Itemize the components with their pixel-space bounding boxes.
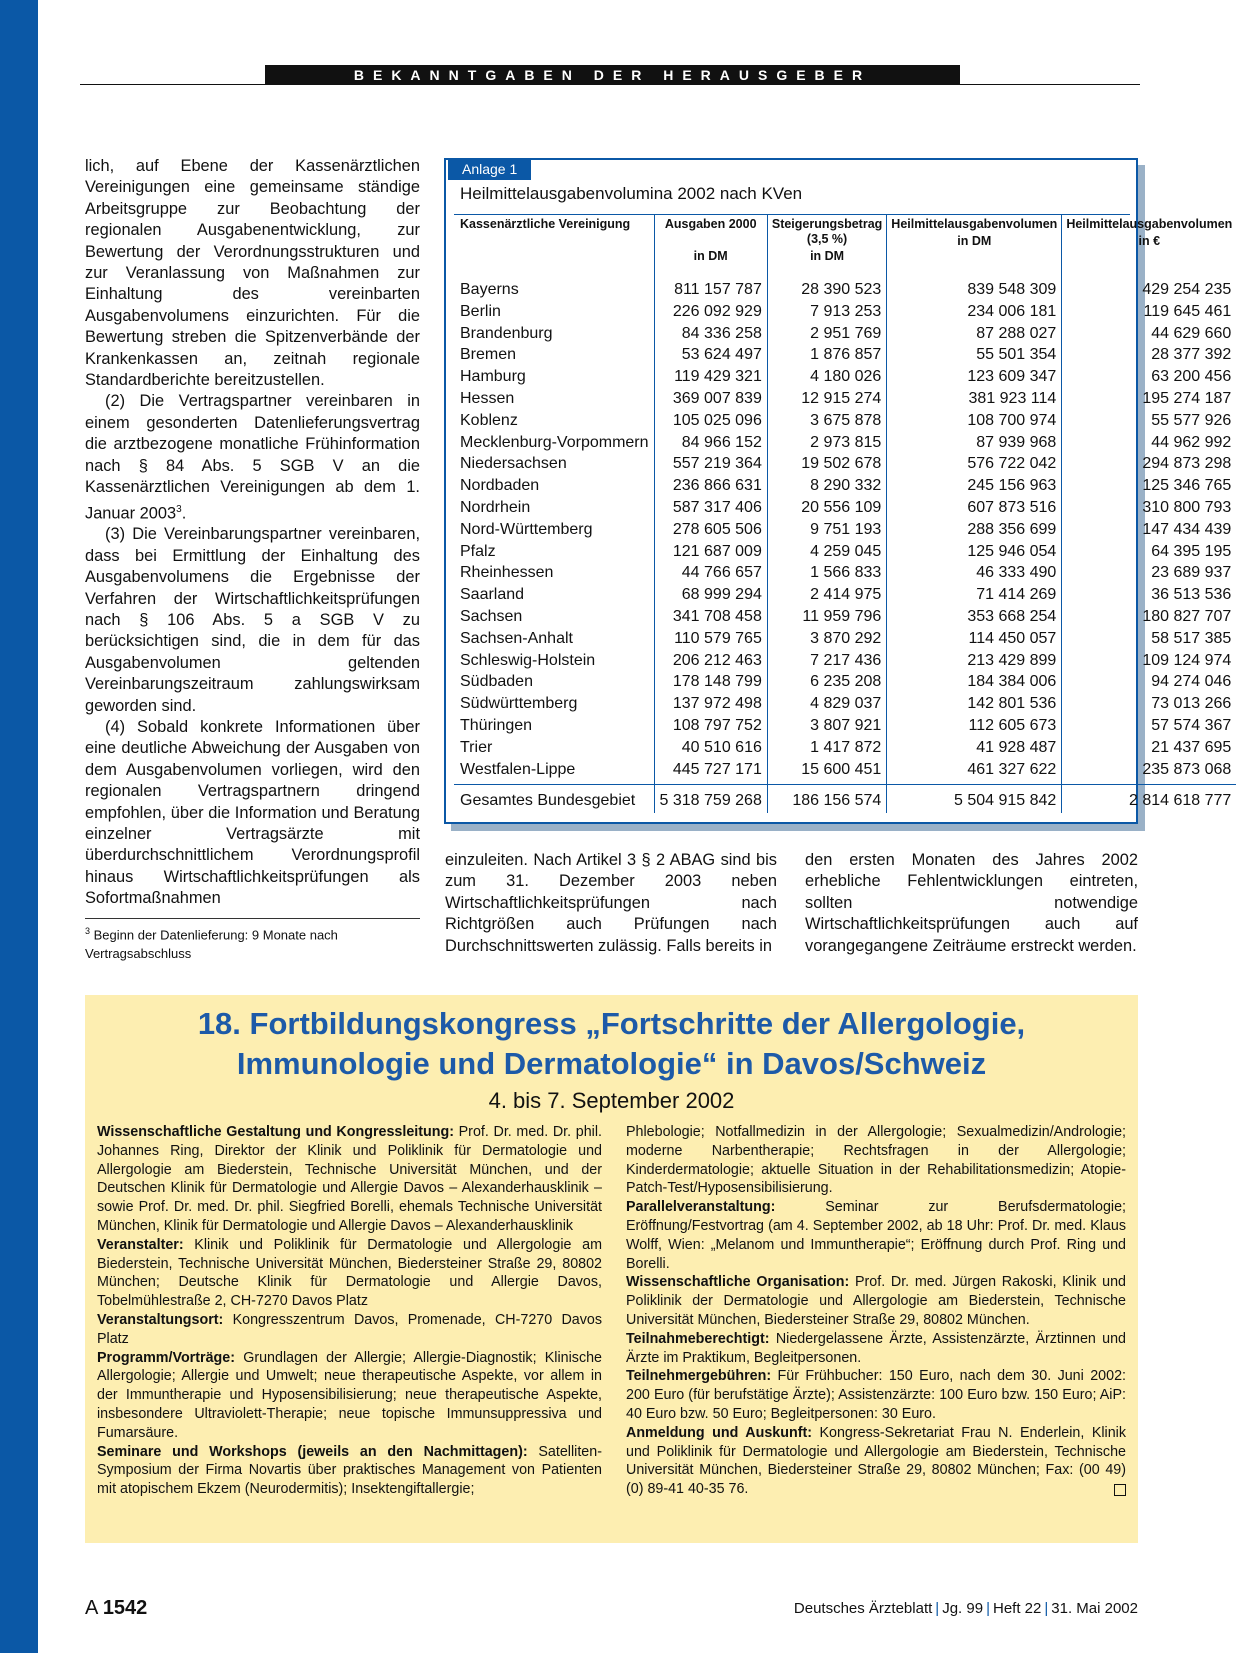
value-cell: 84 336 258 xyxy=(654,323,767,345)
table-row xyxy=(454,715,1236,737)
value-cell: 28 390 523 xyxy=(767,277,886,301)
kv-name-cell: Trier xyxy=(460,738,493,756)
value-cell: 53 624 497 xyxy=(654,344,767,366)
table-row xyxy=(454,671,1236,693)
kv-name-cell: Hessen xyxy=(460,389,515,407)
value-cell: 94 274 046 xyxy=(1062,671,1236,693)
paragraph-4: (4) Sobald konkrete Informationen über eine deutliche Abweichung der Ausgaben von dem Ausgabenvolumen vorliegen, wird den regionalen Vertragspartnern dringend empfohlen, über die Information und Beratung einzelner Vertragsärzte mit überdurchschnittlichem Verordnungsprofil hinaus Wirtschaftlichkeitsprüfungen als Sofortmaßnahmen xyxy=(85,718,420,908)
value-cell: 213 429 899 xyxy=(887,650,1062,672)
value-cell: 4 829 037 xyxy=(767,693,886,715)
value-cell: 55 577 926 xyxy=(1062,410,1236,432)
value-cell: 108 797 752 xyxy=(654,715,767,737)
value-cell: 119 429 321 xyxy=(654,366,767,388)
table-header-row xyxy=(454,215,1236,277)
value-cell: 234 006 181 xyxy=(887,301,1062,323)
value-cell: 369 007 839 xyxy=(654,388,767,410)
table-row xyxy=(454,584,1236,606)
right-text-column: den ersten Monaten des Jahres 2002 erhebliche Fehlentwicklungen eintreten, sollten notwendige Wirtschaftlichkeitsprüfungen auch auf vorangegangene Zeiträume erstreckt werden. xyxy=(805,851,1138,955)
table-row xyxy=(454,628,1236,650)
value-cell: 119 645 461 xyxy=(1062,301,1236,323)
kongress-item: Programm/Vorträge: Grundlagen der Allergie; Allergie-Diagnostik; Klinische Allergologie; Allergie und Umwelt; neue therapeutische Aspekte, vor allem in der Immuntherapie und Hyposensibilisierung; neue therapeutische Aspekte, insbesondere Ultraviolett-Therapie; neue topische Immunsuppressiva und Fumarsäure. xyxy=(97,1349,602,1441)
value-cell: 87 939 968 xyxy=(887,432,1062,454)
kv-name-cell: Thüringen xyxy=(460,716,533,734)
value-cell: 68 999 294 xyxy=(654,584,767,606)
value-cell: 381 923 114 xyxy=(887,388,1062,410)
value-cell: 58 517 385 xyxy=(1062,628,1236,650)
value-cell: 607 873 516 xyxy=(887,497,1062,519)
value-cell: 84 966 152 xyxy=(654,432,767,454)
table-row xyxy=(454,497,1236,519)
value-cell: 461 327 622 xyxy=(887,759,1062,785)
kv-name-cell: Südwürttemberg xyxy=(460,695,578,713)
value-cell: 245 156 963 xyxy=(887,475,1062,497)
value-cell: 121 687 009 xyxy=(654,541,767,563)
kongress-item: Teilnehmergebühren: Für Frühbucher: 150 Euro, nach dem 30. Juni 2002: 200 Euro (für berufstätige Ärzte); Assistenzärzte: 100 Euro bzw. 150 Euro; AiP: 40 Euro bzw. 50 Euro; Begleitpersonen: 30 Euro. xyxy=(626,1368,1126,1422)
paragraph-3: (3) Die Vereinbarungspartner vereinbaren, dass bei Ermittlung der Einhaltung des Ausgabenvolumens die Ergebnisse der Verfahren der Wirtschaftlichkeitsprüfungen nach § 106 Abs. 5 a SGB V zu berücksichtigen sind, die in dem für das Ausgabenvolumen geltenden Vereinbarungszeitraum zahlungswirksam geworden sind. xyxy=(85,525,420,715)
kv-name-cell: Koblenz xyxy=(460,411,518,429)
total-value: 2 814 618 777 xyxy=(1062,785,1236,814)
value-cell: 1 566 833 xyxy=(767,562,886,584)
table-row xyxy=(454,366,1236,388)
value-cell: 206 212 463 xyxy=(654,650,767,672)
value-cell: 310 800 793 xyxy=(1062,497,1236,519)
value-cell: 44 629 660 xyxy=(1062,323,1236,345)
value-cell: 184 384 006 xyxy=(887,671,1062,693)
value-cell: 36 513 536 xyxy=(1062,584,1236,606)
value-cell: 44 766 657 xyxy=(654,562,767,584)
value-cell: 811 157 787 xyxy=(654,277,767,301)
value-cell: 41 928 487 xyxy=(887,737,1062,759)
value-cell: 112 605 673 xyxy=(887,715,1062,737)
table-row xyxy=(454,562,1236,584)
table-row xyxy=(454,650,1236,672)
kv-name-cell: Sachsen-Anhalt xyxy=(460,629,573,647)
kv-name-cell: Brandenburg xyxy=(460,324,553,342)
column-header: Steigerungsbetrag (3,5 %) in DM xyxy=(767,215,886,277)
table-row xyxy=(454,541,1236,563)
table-row xyxy=(454,475,1236,497)
kongress-title: 18. Fortbildungskongress „Fortschritte der Allergologie, Immunologie und Dermatologie“ in Davos/Schweiz xyxy=(197,1006,1026,1081)
kv-name-cell: Pfalz xyxy=(460,542,496,560)
value-cell: 57 574 367 xyxy=(1062,715,1236,737)
value-cell: 2 414 975 xyxy=(767,584,886,606)
value-cell: 178 148 799 xyxy=(654,671,767,693)
table-row xyxy=(454,388,1236,410)
kongress-item: Anmeldung und Auskunft: Kongress-Sekretariat Frau N. Enderlein, Klinik und Poliklinik für Dermatologie und Allergologie am Biederstein, Technische Universität München, Biedersteiner Straße 29, 80802 München; Fax: (00 49) (0) 89-41 40-35 76. xyxy=(626,1424,1126,1498)
value-cell: 108 700 974 xyxy=(887,410,1062,432)
value-cell: 114 450 057 xyxy=(887,628,1062,650)
table-row xyxy=(454,410,1236,432)
footnote-rule xyxy=(85,918,420,919)
value-cell: 288 356 699 xyxy=(887,519,1062,541)
value-cell: 341 708 458 xyxy=(654,606,767,628)
mid-text-column: einzuleiten. Nach Artikel 3 § 2 ABAG sind bis zum 31. Dezember 2003 neben Wirtschaftlichkeitsprüfungen nach Richtgrößen auch Prüfungen nach Durchschnittswerten zulässig. Falls bereits in xyxy=(445,851,777,955)
value-cell: 63 200 456 xyxy=(1062,366,1236,388)
kv-name-cell: Bremen xyxy=(460,346,517,364)
kv-name-cell: Westfalen-Lippe xyxy=(460,760,576,778)
kongress-item: Seminare und Workshops (jeweils an den Nachmittagen): Satelliten-Symposium der Firma Novartis über praktisches Management von Patienten mit atopischem Ekzem (Neurodermitis); Insektengiftallergie; xyxy=(97,1443,602,1498)
kongress-item: Phlebologie; Notfallmedizin in der Allergologie; Sexualmedizin/Andrologie; moderne Narbentherapie; Rechtsfragen in der Allergologie; Kinderdermatologie; aktuelle Situation in der Rehabilitationsmedizin; Atopie-Patch-Test/Hyposensibilisierung. xyxy=(626,1124,1126,1197)
value-cell: 226 092 929 xyxy=(654,301,767,323)
data-table xyxy=(454,215,1236,813)
total-value: 186 156 574 xyxy=(767,785,886,814)
table-row xyxy=(454,737,1236,759)
value-cell: 235 873 068 xyxy=(1062,759,1236,785)
value-cell: 64 395 195 xyxy=(1062,541,1236,563)
kongress-item: Teilnahmeberechtigt: Niedergelassene Ärzte, Assistenzärzte, Ärztinnen und Ärzte im Praktikum, Begleitpersonen. xyxy=(626,1330,1126,1366)
total-value: 5 504 915 842 xyxy=(887,785,1062,814)
value-cell: 4 180 026 xyxy=(767,366,886,388)
value-cell: 8 290 332 xyxy=(767,475,886,497)
kv-name-cell: Nordbaden xyxy=(460,477,540,495)
value-cell: 6 235 208 xyxy=(767,671,886,693)
value-cell: 353 668 254 xyxy=(887,606,1062,628)
value-cell: 3 807 921 xyxy=(767,715,886,737)
value-cell: 9 751 193 xyxy=(767,519,886,541)
table-row xyxy=(454,519,1236,541)
kongress-item: Veranstaltungsort: Kongresszentrum Davos, Promenade, CH-7270 Davos Platz xyxy=(97,1311,602,1347)
value-cell: 71 414 269 xyxy=(887,584,1062,606)
table-row xyxy=(454,759,1236,785)
kongress-item: Wissenschaftliche Gestaltung und Kongressleitung: Prof. Dr. med. Dr. phil. Johannes Ring, Direktor der Klinik und Poliklinik für Dermatologie und Allergologie am Biederstein, Technische Universität München, und der Deutschen Klinik für Dermatologie und Allergie Davos – Alexanderhausklinik – sowie Prof. Dr. med. Dr. phil. Siegfried Borelli, ehemals Technische Universität München, Klinik für Dermatologie und Allergie Davos – Alexanderhausklinik xyxy=(97,1124,602,1234)
value-cell: 11 959 796 xyxy=(767,606,886,628)
value-cell: 73 013 266 xyxy=(1062,693,1236,715)
table-row xyxy=(454,606,1236,628)
kongress-date: 4. bis 7. September 2002 xyxy=(488,1088,735,1113)
value-cell: 236 866 631 xyxy=(654,475,767,497)
table-row xyxy=(454,453,1236,475)
paragraph-1: lich, auf Ebene der Kassenärztlichen Vereinigungen eine gemeinsame ständige Arbeitsgruppe zur Beobachtung der regionalen Ausgabenentwicklung, zur Bewertung der Verordnungsstrukturen und zur Veranlassung von Maßnahmen zur Einhaltung des vereinbarten Ausgabenvolumens einzurichten. Für die Bewertung streben die Spitzenverbände der Krankenkassen an, zeitnah regionale Standardberichte bereitzustellen. xyxy=(85,157,420,390)
kv-name-cell: Niedersachsen xyxy=(460,455,567,473)
value-cell: 3 675 878 xyxy=(767,410,886,432)
value-cell: 2 951 769 xyxy=(767,323,886,345)
value-cell: 87 288 027 xyxy=(887,323,1062,345)
column-header: Heilmittelausgabenvolumen in DM xyxy=(887,215,1062,277)
table-row xyxy=(454,344,1236,366)
value-cell: 125 346 765 xyxy=(1062,475,1236,497)
value-cell: 1 417 872 xyxy=(767,737,886,759)
footnote: $^3$ Beginn der Datenlieferung: 9 Monate nach Vertragsabschluss xyxy=(85,926,338,962)
value-cell: 125 946 054 xyxy=(887,541,1062,563)
value-cell: 12 915 274 xyxy=(767,388,886,410)
kongress-item: Veranstalter: Klinik und Poliklinik für Dermatologie und Allergologie am Biederstein, Technische Universität München, Biedersteiner Straße 29, 80802 München; Deutsche Klinik für Dermatologie und Allergie Davos, Tobelmühlestraße 2, CH-7270 Davos Platz xyxy=(97,1236,602,1310)
kv-name-cell: Berlin xyxy=(460,302,501,320)
table-row xyxy=(454,301,1236,323)
value-cell: 19 502 678 xyxy=(767,453,886,475)
table-row xyxy=(454,693,1236,715)
table-row xyxy=(454,323,1236,345)
value-cell: 4 259 045 xyxy=(767,541,886,563)
total-label: Gesamtes Bundesgebiet xyxy=(454,785,654,814)
kv-name-cell: Bayerns xyxy=(460,281,519,298)
value-cell: 7 913 253 xyxy=(767,301,886,323)
value-cell: 15 600 451 xyxy=(767,759,886,785)
kv-name-cell: Saarland xyxy=(460,586,525,604)
value-cell: 278 605 506 xyxy=(654,519,767,541)
kv-name-cell: Nord-Württemberg xyxy=(460,520,593,538)
paragraph-2: (2) Die Vertragspartner vereinbaren in einem gesonderten Datenlieferungsvertrag die arztbezogene monatliche Frühinformation nach § 84 Abs. 5 SGB V an die Kassenärztlichen Vereinigungen ab dem 1. Januar 2003$^3$. xyxy=(85,392,420,522)
value-cell: 576 722 042 xyxy=(887,453,1062,475)
value-cell: 429 254 235 xyxy=(1062,277,1236,301)
table-row xyxy=(454,277,1236,301)
section-header: BEKANNTGABEN DER HERAUSGEBER xyxy=(265,65,960,85)
value-cell: 294 873 298 xyxy=(1062,453,1236,475)
value-cell: 3 870 292 xyxy=(767,628,886,650)
value-cell: 7 217 436 xyxy=(767,650,886,672)
value-cell: 40 510 616 xyxy=(654,737,767,759)
kv-name-cell: Sachsen xyxy=(460,607,523,625)
total-value: 5 318 759 268 xyxy=(654,785,767,814)
page-number: A 1542 xyxy=(85,1597,148,1619)
value-cell: 110 579 765 xyxy=(654,628,767,650)
value-cell: 142 801 536 xyxy=(887,693,1062,715)
value-cell: 44 962 992 xyxy=(1062,432,1236,454)
value-cell: 23 689 937 xyxy=(1062,562,1236,584)
value-cell: 180 827 707 xyxy=(1062,606,1236,628)
total-row xyxy=(454,785,1236,814)
journal-line: Deutsches Ärzteblatt | Jg. 99 | Heft 22 | 31. Mai 2002 xyxy=(793,1600,1138,1617)
kv-name-cell: Schleswig-Holstein xyxy=(460,651,596,669)
header-rule xyxy=(80,84,1140,85)
kv-name-cell: Nordrhein xyxy=(460,498,531,516)
kongress-item: Parallelveranstaltung: Seminar zur Berufsdermatologie; Eröffnung/Festvortrag (am 4. September 2002, ab 18 Uhr: Prof. Dr. med. Klaus Wolff, Wien: „Melanom und Immuntherapie“; Eröffnung durch Prof. Ring und Borelli. xyxy=(626,1199,1126,1272)
value-cell: 105 025 096 xyxy=(654,410,767,432)
anlage-tag: Anlage 1 xyxy=(448,158,531,180)
kongress-right-column xyxy=(626,1123,1126,1499)
value-cell: 123 609 347 xyxy=(887,366,1062,388)
value-cell: 195 274 187 xyxy=(1062,388,1236,410)
table-body xyxy=(454,277,1236,813)
left-color-bar xyxy=(0,0,38,1653)
value-cell: 55 501 354 xyxy=(887,344,1062,366)
value-cell: 137 972 498 xyxy=(654,693,767,715)
footnote-ref: 3 xyxy=(176,503,182,515)
value-cell: 46 333 490 xyxy=(887,562,1062,584)
column-header: Kassenärztliche Vereinigung xyxy=(460,217,631,231)
kv-name-cell: Südbaden xyxy=(460,673,533,691)
table-title: Heilmittelausgabenvolumina 2002 nach KVen xyxy=(460,184,803,203)
value-cell: 20 556 109 xyxy=(767,497,886,519)
value-cell: 109 124 974 xyxy=(1062,650,1236,672)
kongress-left-column xyxy=(97,1123,602,1499)
value-cell: 21 437 695 xyxy=(1062,737,1236,759)
value-cell: 147 434 439 xyxy=(1062,519,1236,541)
left-text-column xyxy=(85,156,420,910)
table-row xyxy=(454,432,1236,454)
value-cell: 28 377 392 xyxy=(1062,344,1236,366)
value-cell: 1 876 857 xyxy=(767,344,886,366)
value-cell: 587 317 406 xyxy=(654,497,767,519)
value-cell: 445 727 171 xyxy=(654,759,767,785)
kv-name-cell: Rheinhessen xyxy=(460,564,554,582)
kv-name-cell: Mecklenburg-Vorpommern xyxy=(460,433,649,451)
column-header: Heilmittelausgabenvolumen in € xyxy=(1062,215,1236,277)
end-square-icon xyxy=(1114,1484,1126,1496)
value-cell: 557 219 364 xyxy=(654,453,767,475)
value-cell: 839 548 309 xyxy=(887,277,1062,301)
kongress-item: Wissenschaftliche Organisation: Prof. Dr. med. Jürgen Rakoski, Klinik und Poliklinik der Dermatologie und Allergologie am Biederstein, Technische Universität München, Biedersteiner Straße 29, 80802 München. xyxy=(626,1274,1126,1328)
kv-name-cell: Hamburg xyxy=(460,368,526,386)
column-header: Ausgaben 2000 in DM xyxy=(654,215,767,277)
value-cell: 2 973 815 xyxy=(767,432,886,454)
